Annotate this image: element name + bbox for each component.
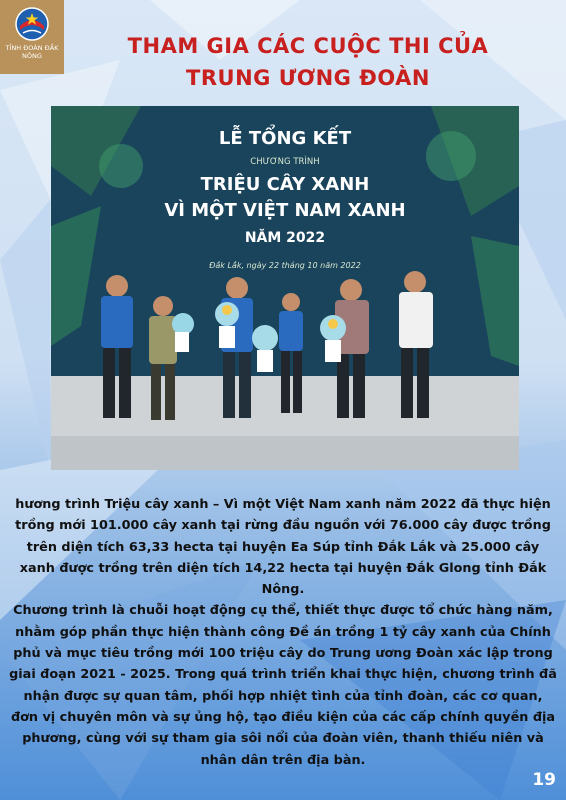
page-title — [70, 30, 546, 94]
title-line-2: TRUNG ƯƠNG ĐOÀN — [186, 66, 430, 90]
body-text — [8, 494, 558, 771]
banner-place-date: Đắk Lắk, ngày 22 tháng 10 năm 2022 — [209, 261, 361, 270]
banner-line-2: VÌ MỘT VIỆT NAM XANH — [164, 200, 406, 221]
body-paragraph-2: Chương trình là chuỗi hoạt động cụ thể, thiết thực được tổ chức hàng năm, nhằm góp phần thực hiện thành công Đề án trồng 1 tỷ cây xanh của Chính phủ và mục tiêu trồng mới 100 triệu cây do Trung ương Đoàn xác lập trong giai đoạn 2021 - 2025. Trong quá trình triển khai thực hiện, chương trình đã nhận được sự quan tâm, phối hợp nhiệt tình của tỉnh đoàn, các cơ quan, đơn vị chuyên môn và sự ủng hộ, tạo điều kiện của các cấp chính quyền địa phương, cùng với sự tham gia sôi nổi của đoàn viên, thanh thiếu niên và nhân dân trên địa bàn. — [9, 603, 557, 768]
logo-text: TỈNH ĐOÀN ĐẮK NÔNG — [5, 44, 59, 60]
banner-subtitle: CHƯƠNG TRÌNH — [250, 157, 320, 167]
ceremony-photo — [51, 106, 519, 470]
banner-title: LỄ TỔNG KẾT — [218, 128, 352, 149]
banner-year: NĂM 2022 — [244, 230, 326, 246]
union-logo-badge — [0, 0, 64, 74]
body-paragraph-1: hương trình Triệu cây xanh – Vì một Việt Nam xanh năm 2022 đã thực hiện trồng mới 101.000 cây xanh tại rừng đầu nguồn với 76.000 cây được trồng trên diện tích 63,33 hecta tại huyện Ea Súp tỉnh Đắk Lắk và 25.000 cây xanh được trồng trên diện tích 14,22 hecta tại huyện Đắk Glong tỉnh Đắk Nông. — [15, 497, 551, 598]
page-number: 19 — [532, 770, 556, 790]
youth-union-emblem-icon — [14, 6, 50, 42]
banner-line-1: TRIỆU CÂY XANH — [200, 174, 370, 195]
title-line-1: THAM GIA CÁC CUỘC THI CỦA — [127, 34, 489, 58]
